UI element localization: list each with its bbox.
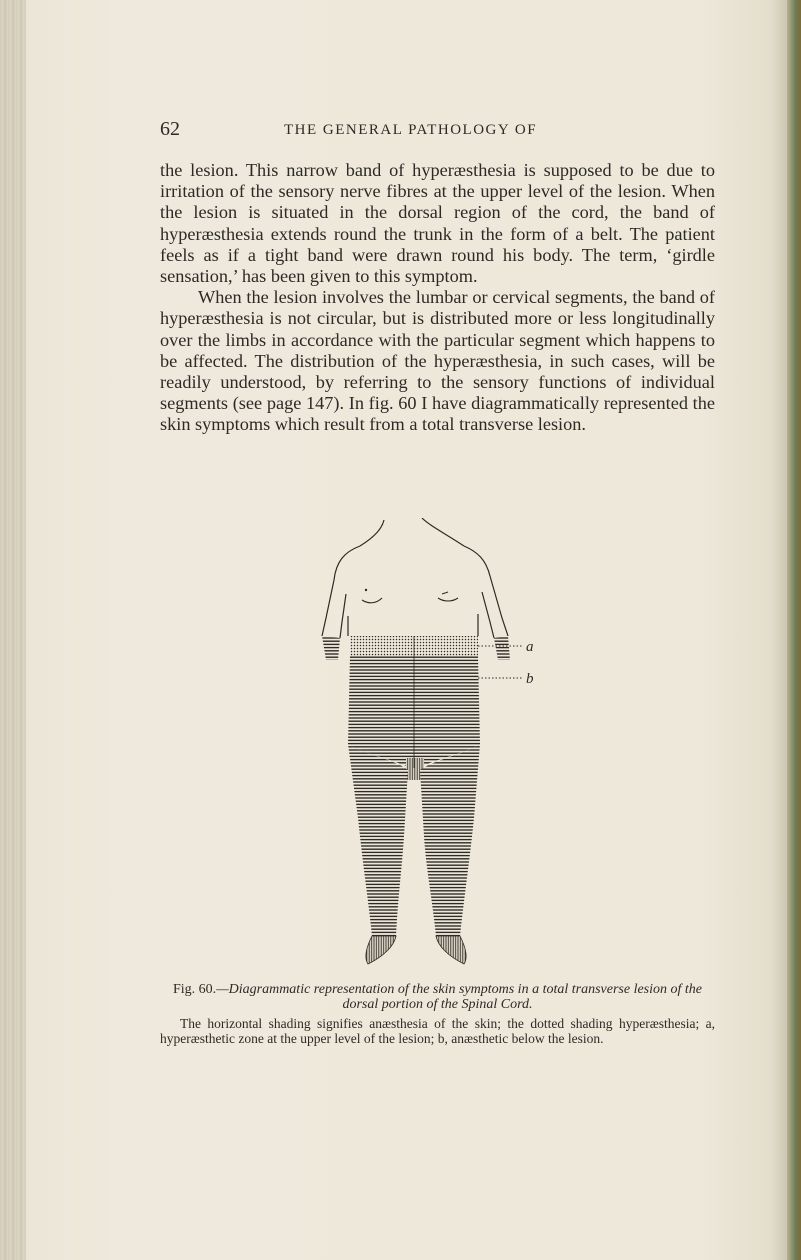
- left-arm-outer: [322, 580, 334, 636]
- right-hand: [494, 636, 510, 660]
- right-arm-inner: [482, 592, 494, 638]
- book-spine-edge: [0, 0, 26, 1260]
- right-nipple: [438, 598, 458, 601]
- body-text: [160, 160, 715, 436]
- caption-note: The horizontal shading signifies anæsthesia of the skin; the dotted shading hyperæsthesia; a, hyperæsthetic zone at the upper level of the lesion; b, anæsthetic below the lesion.: [160, 1016, 715, 1046]
- running-head: THE GENERAL PATHOLOGY OF: [284, 122, 538, 138]
- neck-right-line: [422, 518, 464, 546]
- label-a: a: [526, 639, 534, 655]
- left-leg: [348, 744, 408, 936]
- left-hand: [322, 636, 340, 660]
- paragraph-1: the lesion. This narrow band of hyperæsthesia is supposed to be due to irritation of the sensory nerve fibres at the upper level of the lesion. When the lesion is situated in the dorsal region of the cord, the band of hyperæsthesia extends round the trunk in the form of a belt. The patient feels as if a tight band were drawn round his body. The term, ‘girdle sensation,’ has been given to this symptom.: [160, 160, 715, 287]
- left-arm-inner: [340, 594, 346, 638]
- figure-60: [296, 518, 556, 978]
- right-arm-outer: [490, 576, 508, 636]
- page-number: 62: [160, 118, 180, 140]
- left-foot: [366, 936, 396, 964]
- right-leg: [420, 744, 480, 936]
- figure-caption: [160, 982, 715, 1046]
- caption-fig-label: Fig. 60.: [173, 982, 217, 997]
- page-edge: [787, 0, 801, 1260]
- left-shoulder: [334, 546, 360, 580]
- caption-title-text: —Diagrammatic representation of the skin symptoms in a total transverse lesion of the dorsal portion of the Spinal Cord.: [216, 982, 702, 1012]
- left-nipple: [362, 598, 382, 603]
- body-diagram: [296, 518, 556, 978]
- right-foot: [436, 936, 466, 964]
- caption-title: [160, 982, 715, 1012]
- right-shoulder: [464, 546, 490, 576]
- page-header: [160, 118, 720, 142]
- paragraph-2: When the lesion involves the lumbar or cervical segments, the band of hyperæsthesia is not circular, but is distributed more or less longitudinally over the limbs in accordance with the particular segment which happens to be affected. The distribution of the hyperæsthesia, in such cases, will be readily understood, by referring to the sensory functions of individual segments (see page 147). In fig. 60 I have diagrammatically represented the skin symptoms which result from a total transverse lesion.: [160, 287, 715, 435]
- label-b: b: [526, 671, 534, 687]
- neck-left-line: [360, 520, 384, 546]
